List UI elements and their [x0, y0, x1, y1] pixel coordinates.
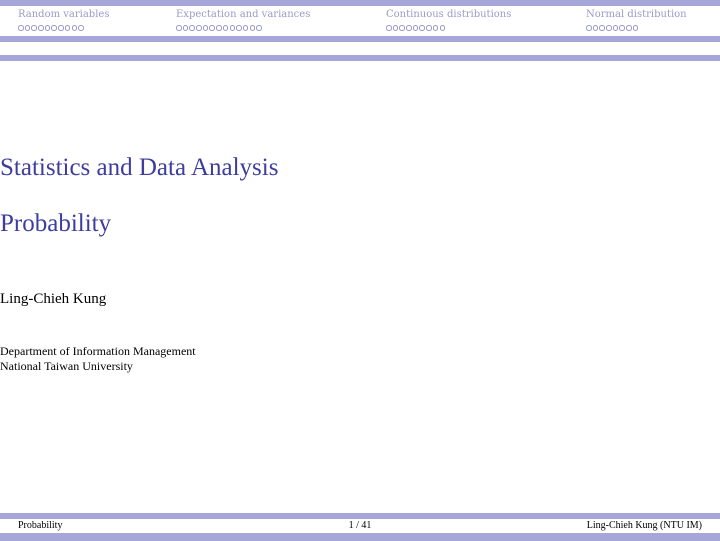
nav-slide-dot-icon[interactable]: [440, 25, 446, 31]
nav-slide-dot-icon[interactable]: [406, 25, 412, 31]
footer-page-number: 1 / 41: [348, 520, 372, 531]
nav-slide-dot-icon[interactable]: [426, 25, 432, 31]
nav-slide-dot-icon[interactable]: [58, 25, 64, 31]
nav-slide-dot-icon[interactable]: [393, 25, 399, 31]
nav-slide-dot-icon[interactable]: [51, 25, 57, 31]
nav-slide-dot-icon[interactable]: [599, 25, 605, 31]
nav-slide-dot-icon[interactable]: [196, 25, 202, 31]
nav-slide-dot-icon[interactable]: [31, 25, 37, 31]
nav-slide-dot-icon[interactable]: [586, 25, 592, 31]
slide-title: Statistics and Data Analysis: [0, 154, 279, 181]
nav-slide-dot-icon[interactable]: [243, 25, 249, 31]
nav-slide-dot-icon[interactable]: [78, 25, 84, 31]
nav-slide-dot-icon[interactable]: [72, 25, 78, 31]
nav-slide-dot-icon[interactable]: [18, 25, 24, 31]
nav-dots: [18, 25, 109, 31]
slide-institute: [0, 344, 720, 374]
nav-slide-dot-icon[interactable]: [209, 25, 215, 31]
footer: [0, 519, 720, 533]
nav-slide-dot-icon[interactable]: [183, 25, 189, 31]
nav-slide-dot-icon[interactable]: [250, 25, 256, 31]
nav-slide-dot-icon[interactable]: [433, 25, 439, 31]
nav-slide-dot-icon[interactable]: [38, 25, 44, 31]
institute-line-department: Department of Information Management: [0, 344, 196, 358]
nav-slide-dot-icon[interactable]: [230, 25, 236, 31]
nav-slide-dot-icon[interactable]: [386, 25, 392, 31]
nav-section-random-variables[interactable]: [18, 9, 109, 31]
nav-slide-dot-icon[interactable]: [189, 25, 195, 31]
nav-slide-dot-icon[interactable]: [25, 25, 31, 31]
footer-short-author: Ling-Chieh Kung (NTU IM): [586, 520, 702, 531]
nav-slide-dot-icon[interactable]: [419, 25, 425, 31]
nav-slide-dot-icon[interactable]: [65, 25, 71, 31]
nav-section-label: Continuous distributions: [386, 9, 512, 20]
nav-section-expectation-and-variances[interactable]: [176, 9, 310, 31]
nav-slide-dot-icon[interactable]: [633, 25, 639, 31]
nav-slide-dot-icon[interactable]: [413, 25, 419, 31]
nav-slide-dot-icon[interactable]: [236, 25, 242, 31]
section-navigation: [0, 6, 720, 36]
nav-dots: [386, 25, 511, 31]
nav-section-normal-distribution[interactable]: [586, 9, 687, 31]
nav-slide-dot-icon[interactable]: [256, 25, 262, 31]
nav-section-continuous-distributions[interactable]: [386, 9, 511, 31]
nav-section-label: Random variables: [18, 9, 110, 20]
frame-title-bar: [0, 55, 720, 61]
nav-slide-dot-icon[interactable]: [45, 25, 51, 31]
nav-slide-dot-icon[interactable]: [399, 25, 405, 31]
nav-section-label: Normal distribution: [586, 9, 687, 20]
nav-slide-dot-icon[interactable]: [613, 25, 619, 31]
nav-slide-dot-icon[interactable]: [223, 25, 229, 31]
slide-author: Ling-Chieh Kung: [0, 291, 107, 307]
nav-slide-dot-icon[interactable]: [606, 25, 612, 31]
nav-dots: [176, 25, 310, 31]
institute-line-university: National Taiwan University: [0, 359, 133, 373]
nav-dots: [586, 25, 687, 31]
nav-slide-dot-icon[interactable]: [593, 25, 599, 31]
footer-short-title: Probability: [18, 520, 63, 531]
nav-bottom-bar: [0, 36, 720, 42]
nav-slide-dot-icon[interactable]: [176, 25, 182, 31]
nav-slide-dot-icon[interactable]: [619, 25, 625, 31]
footer-bottom-bar: [0, 533, 720, 541]
nav-slide-dot-icon[interactable]: [626, 25, 632, 31]
slide-subtitle: Probability: [0, 210, 112, 237]
nav-section-label: Expectation and variances: [176, 9, 311, 20]
nav-slide-dot-icon[interactable]: [216, 25, 222, 31]
nav-slide-dot-icon[interactable]: [203, 25, 209, 31]
